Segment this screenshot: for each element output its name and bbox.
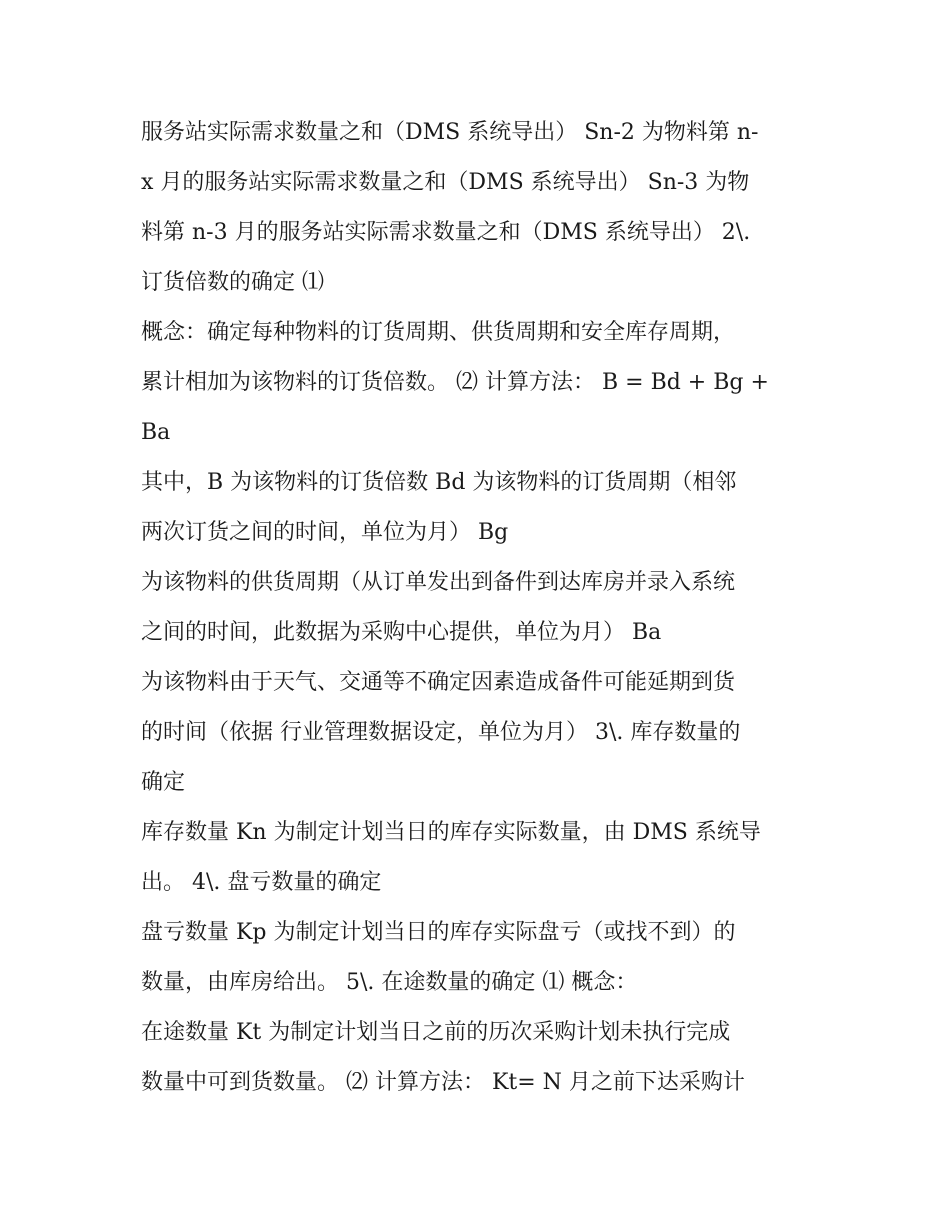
text-line: Ba (141, 420, 171, 445)
text-line: 库存数量 Kn 为制定计划当日的库存实际数量，由 DMS 系统导 (141, 820, 761, 845)
text-line: 的时间（依据 行业管理数据设定，单位为月） 3\. 库存数量的 (141, 720, 741, 745)
text-line: 两次订货之间的时间，单位为月） Bg (141, 520, 509, 545)
text-line: 服务站实际需求数量之和（DMS 系统导出） Sn-2 为物料第 n- (141, 120, 759, 145)
text-line: 出。 4\. 盘亏数量的确定 (141, 870, 382, 895)
text-line: 在途数量 Kt 为制定计划当日之前的历次采购计划未执行完成 (141, 1020, 731, 1045)
text-line: x 月的服务站实际需求数量之和（DMS 系统导出） Sn-3 为物 (141, 170, 750, 195)
text-line: 确定 (141, 770, 186, 795)
text-line: 其中，B 为该物料的订货倍数 Bd 为该物料的订货周期（相邻 (141, 470, 737, 495)
text-line: 为该物料的供货周期（从订单发出到备件到达库房并录入系统 (141, 570, 736, 595)
text-line: 概念：确定每种物料的订货周期、供货周期和安全库存周期， (141, 320, 736, 345)
text-line: 累计相加为该物料的订货倍数。 ⑵ 计算方法： B = Bd + Bg + (141, 370, 769, 395)
text-line: 料第 n-3 月的服务站实际需求数量之和（DMS 系统导出） 2\. (141, 220, 751, 245)
text-line: 数量，由库房给出。 5\. 在途数量的确定 ⑴ 概念： (141, 970, 638, 995)
text-line: 数量中可到货数量。 ⑵ 计算方法： Kt= N 月之前下达采购计 (141, 1070, 745, 1095)
text-line: 盘亏数量 Kp 为制定计划当日的库存实际盘亏（或找不到）的 (141, 920, 736, 945)
text-line: 之间的时间，此数据为采购中心提供，单位为月） Ba (141, 620, 662, 645)
document-body (141, 108, 821, 1108)
text-line: 为该物料由于天气、交通等不确定因素造成备件可能延期到货 (141, 670, 736, 695)
text-line: 订货倍数的确定 ⑴ (141, 270, 324, 295)
